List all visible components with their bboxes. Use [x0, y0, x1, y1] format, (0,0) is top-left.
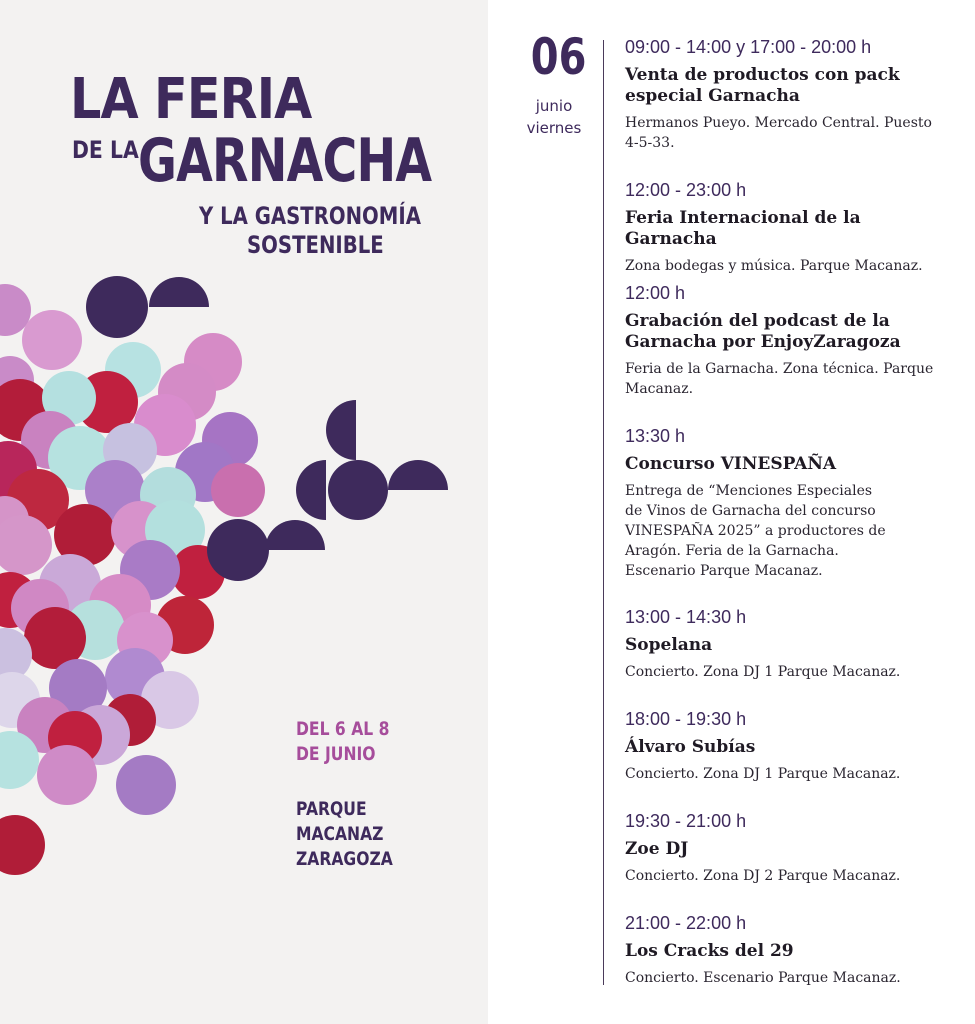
event-time: 09:00 - 14:00 y 17:00 - 20:00 h — [625, 37, 872, 57]
event-description: Zona bodegas y música. Parque Macanaz. — [625, 258, 923, 274]
event-item — [625, 811, 945, 886]
poster-title-line2: GARNACHA — [138, 126, 432, 196]
event-item — [625, 426, 945, 581]
event-title: Feria Internacional de la Garnacha — [625, 208, 861, 249]
event-item — [625, 37, 945, 153]
event-time: 21:00 - 22:00 h — [625, 913, 747, 933]
poster-title-de-la: DE LA — [72, 136, 139, 164]
poster-dates-line2: DE JUNIO — [296, 743, 376, 765]
poster-venue-line2: MACANAZ — [296, 823, 384, 845]
event-description: Concierto. Zona DJ 1 Parque Macanaz. — [625, 766, 901, 782]
event-description: Concierto. Escenario Parque Macanaz. — [625, 970, 901, 986]
event-item — [625, 180, 945, 276]
event-title: Zoe DJ — [625, 839, 689, 859]
event-time: 12:00 h — [625, 283, 686, 303]
poster-title-line1: LA FERIA — [70, 67, 312, 132]
event-time: 18:00 - 19:30 h — [625, 709, 747, 729]
event-title: Sopelana — [625, 635, 713, 655]
event-item — [625, 607, 945, 682]
timeline-divider — [603, 40, 604, 985]
event-description: Entrega de “Menciones Especiales de Vinos de Garnacha del concurso VINESPAÑA 2025” a productores de Aragón. Feria de la Garnacha. Escenario Parque Macanaz. — [625, 483, 886, 579]
event-description: Concierto. Zona DJ 1 Parque Macanaz. — [625, 664, 901, 680]
event-item — [625, 709, 945, 784]
day-month: junio — [535, 97, 573, 115]
day-weekday: viernes — [526, 119, 582, 137]
day-number: 06 — [530, 28, 587, 86]
poster-subtitle-line2: SOSTENIBLE — [247, 231, 384, 259]
event-title: Venta de productos con pack especial Garnacha — [625, 65, 900, 106]
poster-dates — [296, 717, 389, 767]
event-time: 13:30 h — [625, 426, 686, 446]
event-title: Los Cracks del 29 — [625, 941, 794, 961]
event-title: Grabación del podcast de la Garnacha por EnjoyZaragoza — [625, 311, 901, 352]
event-time: 12:00 - 23:00 h — [625, 180, 747, 200]
event-time: 13:00 - 14:30 h — [625, 607, 747, 627]
event-description: Feria de la Garnacha. Zona técnica. Parque Macanaz. — [625, 361, 934, 397]
event-title: Concurso VINESPAÑA — [625, 454, 837, 474]
event-item — [625, 913, 945, 988]
event-description: Hermanos Pueyo. Mercado Central. Puesto 4-5-33. — [625, 115, 932, 151]
event-item — [625, 283, 945, 399]
event-title: Álvaro Subías — [625, 737, 756, 757]
poster-dates-line1: DEL 6 AL 8 — [296, 718, 390, 740]
poster-subtitle-line1: Y LA GASTRONOMÍA — [199, 202, 421, 230]
poster-venue-line1: PARQUE — [296, 798, 367, 820]
event-description: Concierto. Zona DJ 2 Parque Macanaz. — [625, 868, 901, 884]
poster-venue — [296, 797, 393, 872]
poster-venue-line3: ZARAGOZA — [296, 848, 393, 870]
event-time: 19:30 - 21:00 h — [625, 811, 747, 831]
